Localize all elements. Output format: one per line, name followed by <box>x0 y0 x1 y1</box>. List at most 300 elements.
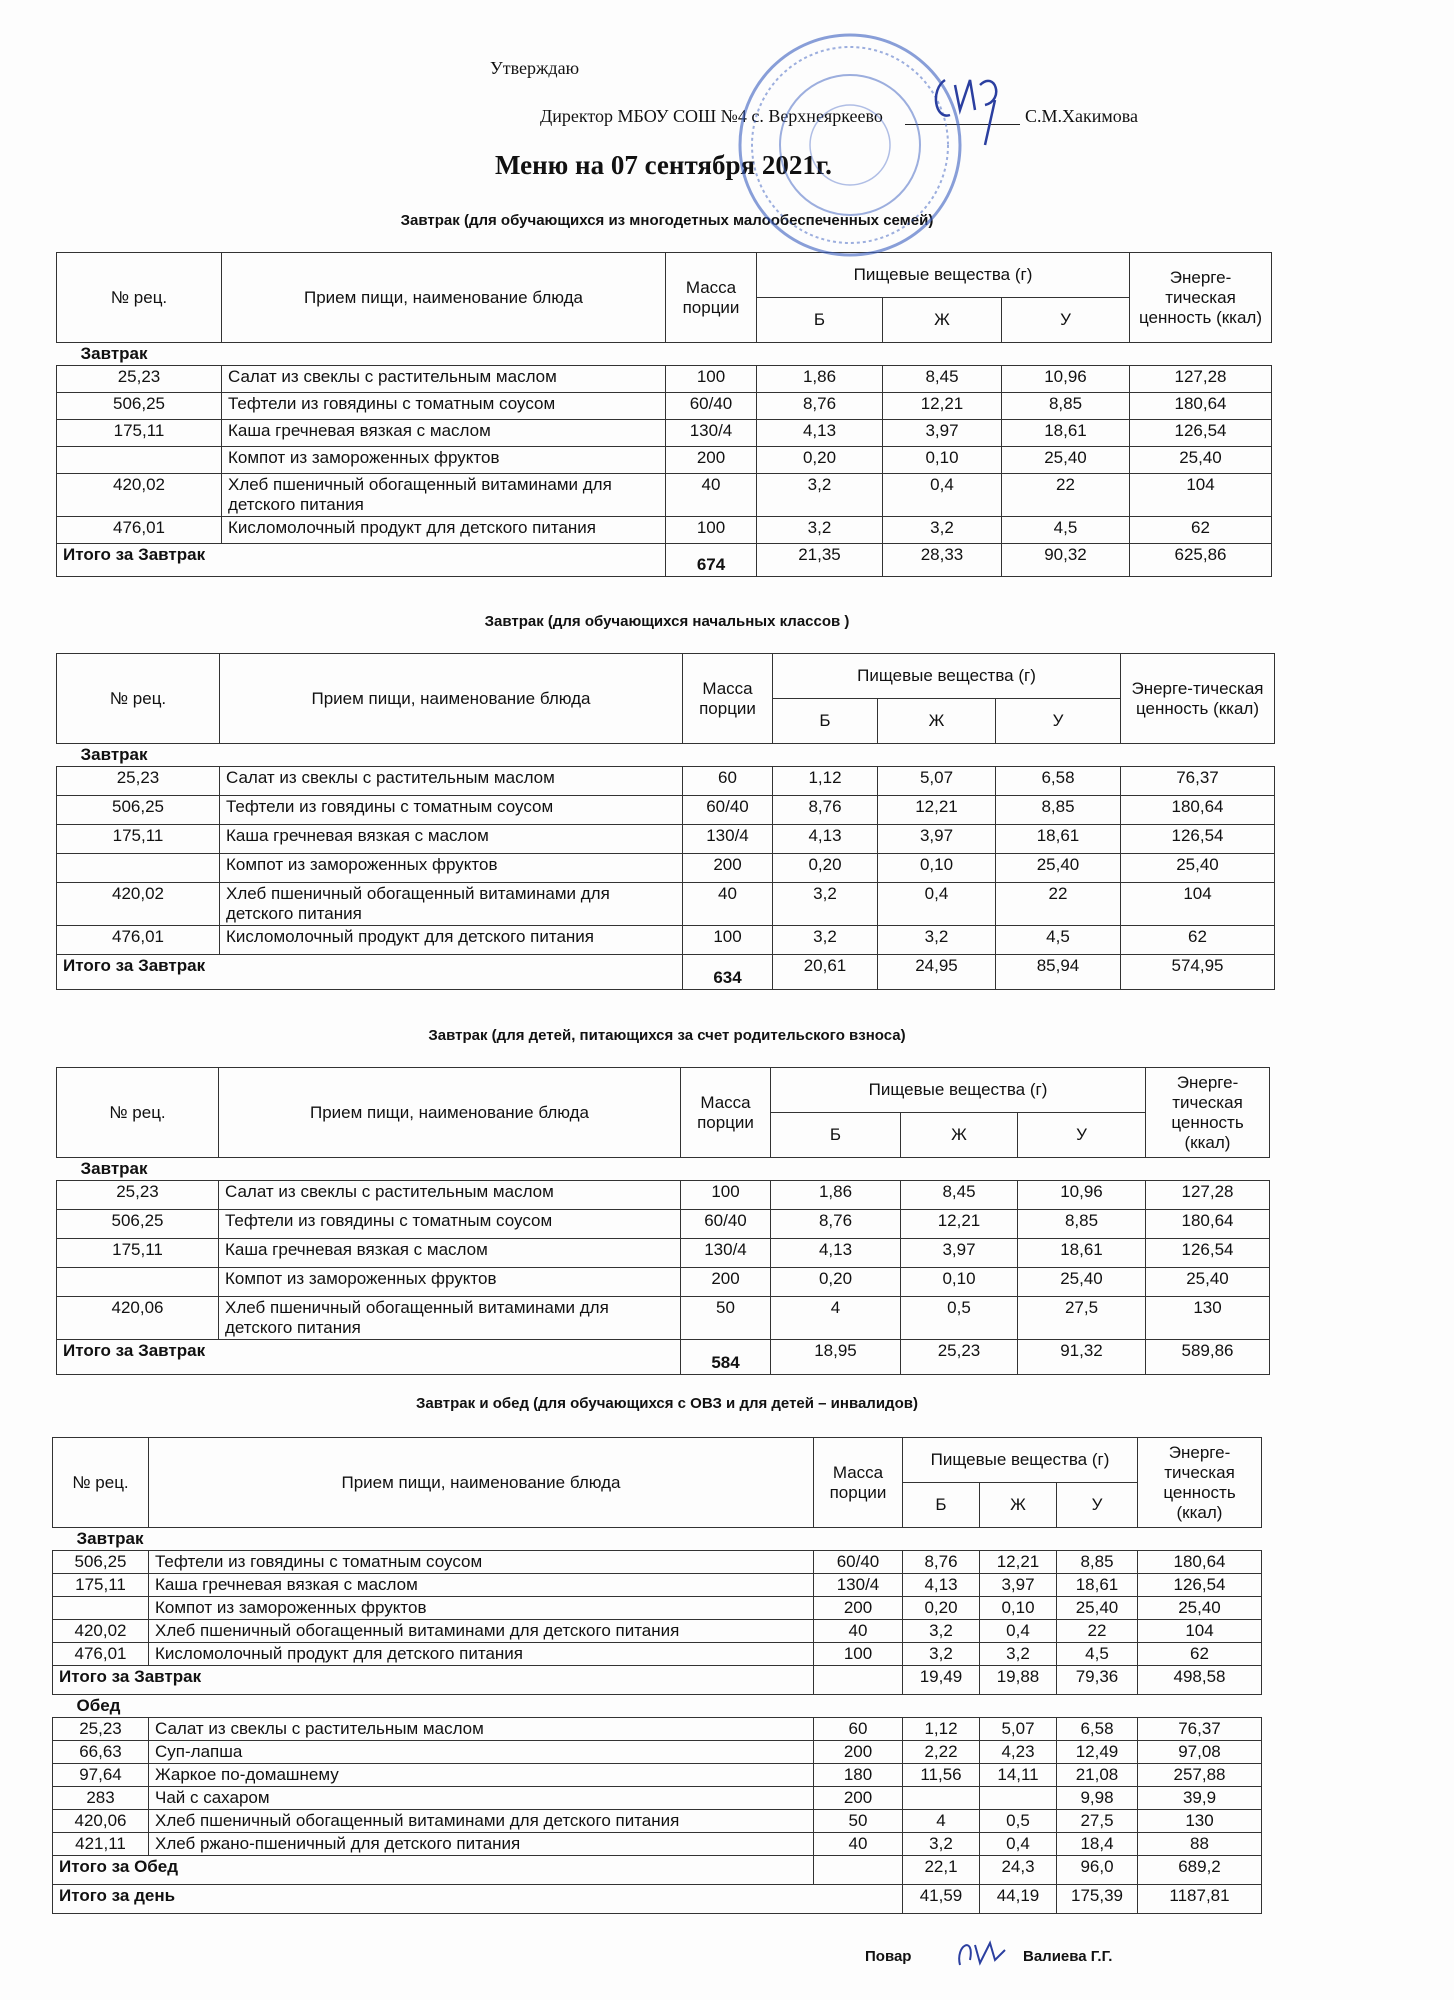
fat: 3,97 <box>980 1574 1057 1597</box>
carbs: 18,61 <box>1002 420 1130 447</box>
col-mass-header: Масса порции <box>683 654 773 744</box>
section-title: Завтрак <box>57 1158 1270 1181</box>
carbs: 18,4 <box>1057 1833 1138 1856</box>
recipe-number: 175,11 <box>53 1574 149 1597</box>
recipe-number: 25,23 <box>53 1718 149 1741</box>
protein: 3,2 <box>773 883 878 926</box>
energy: 126,54 <box>1121 825 1275 854</box>
director-title: Директор МБОУ СОШ №4 с. Верхнеяркеево <box>540 106 883 126</box>
carbs: 9,98 <box>1057 1787 1138 1810</box>
dish-name: Чай с сахаром <box>149 1787 814 1810</box>
col-nutrients-header: Пищевые вещества (г) <box>771 1068 1146 1113</box>
table-row <box>53 1620 1262 1643</box>
energy: 76,37 <box>1138 1718 1262 1741</box>
header-row <box>57 253 1272 298</box>
table-row <box>53 1764 1262 1787</box>
day-total-label: Итого за день <box>53 1885 903 1914</box>
recipe-number: 506,25 <box>57 796 220 825</box>
header-row <box>57 1068 1270 1113</box>
col-zh-header: Ж <box>901 1113 1018 1158</box>
carbs: 27,5 <box>1018 1297 1146 1340</box>
fat <box>980 1787 1057 1810</box>
carbs: 18,61 <box>996 825 1121 854</box>
col-b-header: Б <box>771 1113 901 1158</box>
total-mass: 634 <box>683 955 773 990</box>
recipe-number: 25,23 <box>57 366 222 393</box>
table-row <box>53 1741 1262 1764</box>
protein: 1,86 <box>757 366 883 393</box>
recipe-number: 506,25 <box>57 393 222 420</box>
protein: 3,2 <box>773 926 878 955</box>
recipe-number: 506,25 <box>57 1210 219 1239</box>
portion-mass: 200 <box>683 854 773 883</box>
fat: 0,4 <box>980 1833 1057 1856</box>
col-zh-header: Ж <box>878 699 996 744</box>
portion-mass: 60/40 <box>814 1551 903 1574</box>
dish-name: Салат из свеклы с растительным маслом <box>219 1181 681 1210</box>
dish-name: Каша гречневая вязкая с маслом <box>220 825 683 854</box>
carbs: 25,40 <box>1057 1597 1138 1620</box>
recipe-number <box>57 1268 219 1297</box>
fat: 0,10 <box>883 447 1002 474</box>
col-b-header: Б <box>903 1483 980 1528</box>
portion-mass: 200 <box>814 1787 903 1810</box>
total-e: 625,86 <box>1130 544 1272 577</box>
cook-label: Повар <box>865 1948 912 1965</box>
col-zh-header: Ж <box>980 1483 1057 1528</box>
total-e: 498,58 <box>1138 1666 1262 1695</box>
day-total-b: 41,59 <box>903 1885 980 1914</box>
cook-signature-icon <box>950 1925 1010 1975</box>
portion-mass: 60 <box>683 767 773 796</box>
protein: 1,86 <box>771 1181 901 1210</box>
menu-table <box>52 1437 1262 1914</box>
protein: 1,12 <box>773 767 878 796</box>
protein: 8,76 <box>771 1210 901 1239</box>
table-row <box>53 1718 1262 1741</box>
portion-mass: 100 <box>666 517 757 544</box>
recipe-number <box>57 854 220 883</box>
dish-name: Хлеб пшеничный обогащенный витаминами для детского питания <box>149 1810 814 1833</box>
fat: 3,97 <box>883 420 1002 447</box>
total-row <box>57 955 1275 990</box>
total-row <box>53 1666 1262 1695</box>
total-b: 21,35 <box>757 544 883 577</box>
table-row <box>57 1181 1270 1210</box>
recipe-number: 420,02 <box>57 883 220 926</box>
dish-name: Каша гречневая вязкая с маслом <box>149 1574 814 1597</box>
protein: 0,20 <box>771 1268 901 1297</box>
dish-name: Хлеб пшеничный обогащенный витаминами для детского питания <box>220 883 683 926</box>
director-signature-icon <box>925 60 1025 150</box>
carbs: 18,61 <box>1057 1574 1138 1597</box>
carbs: 21,08 <box>1057 1764 1138 1787</box>
dish-name: Салат из свеклы с растительным маслом <box>149 1718 814 1741</box>
dish-name: Салат из свеклы с растительным маслом <box>220 767 683 796</box>
carbs: 4,5 <box>996 926 1121 955</box>
protein: 3,2 <box>903 1620 980 1643</box>
energy: 97,08 <box>1138 1741 1262 1764</box>
col-num-header: № рец. <box>57 253 222 343</box>
fat: 8,45 <box>883 366 1002 393</box>
fat: 0,5 <box>901 1297 1018 1340</box>
fat: 0,5 <box>980 1810 1057 1833</box>
carbs: 6,58 <box>996 767 1121 796</box>
fat: 14,11 <box>980 1764 1057 1787</box>
portion-mass: 50 <box>814 1810 903 1833</box>
total-e: 589,86 <box>1146 1340 1270 1375</box>
col-b-header: Б <box>757 298 883 343</box>
menu-table <box>56 653 1275 990</box>
col-u-header: У <box>1002 298 1130 343</box>
carbs: 12,49 <box>1057 1741 1138 1764</box>
total-mass <box>814 1666 903 1695</box>
total-u: 96,0 <box>1057 1856 1138 1885</box>
col-energy-header: Энерге-тическая ценность (ккал) <box>1121 654 1275 744</box>
table-row <box>57 926 1275 955</box>
total-zh: 28,33 <box>883 544 1002 577</box>
protein: 2,22 <box>903 1741 980 1764</box>
table-caption: Завтрак (для обучающихся из многодетных малообеспеченных семей) <box>400 212 934 229</box>
portion-mass: 130/4 <box>814 1574 903 1597</box>
energy: 104 <box>1130 474 1272 517</box>
col-b-header: Б <box>773 699 878 744</box>
section-row <box>57 343 1272 366</box>
portion-mass: 40 <box>814 1833 903 1856</box>
col-num-header: № рец. <box>53 1438 149 1528</box>
protein: 3,2 <box>757 474 883 517</box>
fat: 5,07 <box>980 1718 1057 1741</box>
energy: 62 <box>1138 1643 1262 1666</box>
recipe-number: 175,11 <box>57 1239 219 1268</box>
total-zh: 24,3 <box>980 1856 1057 1885</box>
total-row <box>57 544 1272 577</box>
carbs: 8,85 <box>996 796 1121 825</box>
fat: 0,10 <box>901 1268 1018 1297</box>
table-caption: Завтрак (для детей, питающихся за счет родительского взноса) <box>428 1027 906 1044</box>
energy: 180,64 <box>1121 796 1275 825</box>
energy: 25,40 <box>1138 1597 1262 1620</box>
total-row <box>57 1340 1270 1375</box>
fat: 8,45 <box>901 1181 1018 1210</box>
portion-mass: 180 <box>814 1764 903 1787</box>
col-num-header: № рец. <box>57 654 220 744</box>
protein: 0,20 <box>903 1597 980 1620</box>
portion-mass: 100 <box>666 366 757 393</box>
portion-mass: 130/4 <box>683 825 773 854</box>
energy: 104 <box>1138 1620 1262 1643</box>
header-row <box>53 1438 1262 1483</box>
header-row <box>57 654 1275 699</box>
protein: 4,13 <box>771 1239 901 1268</box>
fat: 5,07 <box>878 767 996 796</box>
protein: 4 <box>903 1810 980 1833</box>
col-energy-header: Энерге-тическая ценность (ккал) <box>1130 253 1272 343</box>
portion-mass: 100 <box>814 1643 903 1666</box>
total-mass: 584 <box>681 1340 771 1375</box>
col-name-header: Прием пищи, наименование блюда <box>220 654 683 744</box>
table-row <box>53 1787 1262 1810</box>
total-u: 91,32 <box>1018 1340 1146 1375</box>
portion-mass: 40 <box>666 474 757 517</box>
total-mass: 674 <box>666 544 757 577</box>
portion-mass: 200 <box>666 447 757 474</box>
table-row <box>57 517 1272 544</box>
col-u-header: У <box>1018 1113 1146 1158</box>
table-row <box>57 474 1272 517</box>
dish-name: Салат из свеклы с растительным маслом <box>222 366 666 393</box>
table-row <box>57 825 1275 854</box>
col-u-header: У <box>996 699 1121 744</box>
dish-name: Компот из замороженных фруктов <box>222 447 666 474</box>
carbs: 8,85 <box>1002 393 1130 420</box>
energy: 180,64 <box>1138 1551 1262 1574</box>
portion-mass: 200 <box>814 1597 903 1620</box>
page-title: Меню на 07 сентября 2021г. <box>495 150 832 180</box>
table-row <box>53 1597 1262 1620</box>
menu-table <box>56 1067 1270 1375</box>
carbs: 4,5 <box>1057 1643 1138 1666</box>
protein: 1,12 <box>903 1718 980 1741</box>
fat: 12,21 <box>901 1210 1018 1239</box>
protein: 3,2 <box>903 1643 980 1666</box>
energy: 126,54 <box>1130 420 1272 447</box>
energy: 25,40 <box>1121 854 1275 883</box>
energy: 88 <box>1138 1833 1262 1856</box>
recipe-number: 421,11 <box>53 1833 149 1856</box>
col-nutrients-header: Пищевые вещества (г) <box>903 1438 1138 1483</box>
fat: 3,2 <box>883 517 1002 544</box>
carbs: 25,40 <box>1018 1268 1146 1297</box>
table-row <box>57 366 1272 393</box>
table-row <box>53 1810 1262 1833</box>
energy: 127,28 <box>1146 1181 1270 1210</box>
menu-table <box>56 252 1272 577</box>
section-row <box>53 1695 1262 1718</box>
energy: 25,40 <box>1130 447 1272 474</box>
protein: 8,76 <box>903 1551 980 1574</box>
fat: 0,4 <box>878 883 996 926</box>
col-u-header: У <box>1057 1483 1138 1528</box>
section-title: Завтрак <box>57 343 1272 366</box>
dish-name: Компот из замороженных фруктов <box>149 1597 814 1620</box>
portion-mass: 200 <box>814 1741 903 1764</box>
table-row <box>53 1551 1262 1574</box>
carbs: 25,40 <box>1002 447 1130 474</box>
protein: 8,76 <box>757 393 883 420</box>
table-row <box>53 1574 1262 1597</box>
fat: 12,21 <box>883 393 1002 420</box>
table-row <box>53 1833 1262 1856</box>
dish-name: Хлеб пшеничный обогащенный витаминами для детского питания <box>219 1297 681 1340</box>
protein: 4 <box>771 1297 901 1340</box>
energy: 126,54 <box>1146 1239 1270 1268</box>
fat: 12,21 <box>980 1551 1057 1574</box>
recipe-number: 420,02 <box>57 474 222 517</box>
fat: 3,2 <box>980 1643 1057 1666</box>
dish-name: Тефтели из говядины с томатным соусом <box>149 1551 814 1574</box>
col-name-header: Прием пищи, наименование блюда <box>149 1438 814 1528</box>
col-mass-header: Масса порции <box>666 253 757 343</box>
energy: 130 <box>1146 1297 1270 1340</box>
portion-mass: 130/4 <box>681 1239 771 1268</box>
recipe-number: 175,11 <box>57 825 220 854</box>
dish-name: Тефтели из говядины с томатным соусом <box>219 1210 681 1239</box>
table-row <box>57 447 1272 474</box>
total-label: Итого за Завтрак <box>57 955 683 990</box>
carbs: 22 <box>1002 474 1130 517</box>
carbs: 8,85 <box>1018 1210 1146 1239</box>
approval-label: Утверждаю <box>490 58 580 78</box>
fat: 3,2 <box>878 926 996 955</box>
total-zh: 24,95 <box>878 955 996 990</box>
col-energy-header: Энерге-тическая ценность (ккал) <box>1146 1068 1270 1158</box>
table-caption: Завтрак и обед (для обучающихся с ОВЗ и для детей – инвалидов) <box>416 1395 918 1412</box>
protein: 8,76 <box>773 796 878 825</box>
recipe-number: 97,64 <box>53 1764 149 1787</box>
total-u: 90,32 <box>1002 544 1130 577</box>
dish-name: Тефтели из говядины с томатным соусом <box>220 796 683 825</box>
portion-mass: 130/4 <box>666 420 757 447</box>
dish-name: Кисломолочный продукт для детского питания <box>220 926 683 955</box>
carbs: 10,96 <box>1018 1181 1146 1210</box>
carbs: 8,85 <box>1057 1551 1138 1574</box>
recipe-number: 420,06 <box>53 1810 149 1833</box>
energy: 104 <box>1121 883 1275 926</box>
table-row <box>53 1643 1262 1666</box>
dish-name: Компот из замороженных фруктов <box>220 854 683 883</box>
table-row <box>57 1268 1270 1297</box>
recipe-number: 283 <box>53 1787 149 1810</box>
fat: 12,21 <box>878 796 996 825</box>
fat: 0,10 <box>878 854 996 883</box>
portion-mass: 40 <box>683 883 773 926</box>
energy: 76,37 <box>1121 767 1275 796</box>
section-title: Завтрак <box>57 744 1275 767</box>
fat: 4,23 <box>980 1741 1057 1764</box>
recipe-number: 420,02 <box>53 1620 149 1643</box>
table-row <box>57 854 1275 883</box>
carbs: 18,61 <box>1018 1239 1146 1268</box>
recipe-number: 476,01 <box>57 517 222 544</box>
portion-mass: 60 <box>814 1718 903 1741</box>
table-row <box>57 420 1272 447</box>
dish-name: Кисломолочный продукт для детского питания <box>222 517 666 544</box>
energy: 126,54 <box>1138 1574 1262 1597</box>
table-row <box>57 883 1275 926</box>
recipe-number: 506,25 <box>53 1551 149 1574</box>
carbs: 27,5 <box>1057 1810 1138 1833</box>
total-label: Итого за Завтрак <box>57 544 666 577</box>
section-row <box>53 1528 1262 1551</box>
dish-name: Жаркое по-домашнему <box>149 1764 814 1787</box>
fat: 0,4 <box>980 1620 1057 1643</box>
dish-name: Тефтели из говядины с томатным соусом <box>222 393 666 420</box>
portion-mass: 60/40 <box>681 1210 771 1239</box>
dish-name: Кисломолочный продукт для детского питания <box>149 1643 814 1666</box>
protein: 3,2 <box>757 517 883 544</box>
recipe-number: 25,23 <box>57 1181 219 1210</box>
total-zh: 19,88 <box>980 1666 1057 1695</box>
energy: 180,64 <box>1130 393 1272 420</box>
col-num-header: № рец. <box>57 1068 219 1158</box>
col-nutrients-header: Пищевые вещества (г) <box>773 654 1121 699</box>
energy: 39,9 <box>1138 1787 1262 1810</box>
recipe-number: 175,11 <box>57 420 222 447</box>
recipe-number <box>53 1597 149 1620</box>
section-row <box>57 744 1275 767</box>
dish-name: Компот из замороженных фруктов <box>219 1268 681 1297</box>
protein: 4,13 <box>773 825 878 854</box>
portion-mass: 100 <box>683 926 773 955</box>
dish-name: Каша гречневая вязкая с маслом <box>222 420 666 447</box>
fat: 3,97 <box>901 1239 1018 1268</box>
table-row <box>57 1297 1270 1340</box>
col-nutrients-header: Пищевые вещества (г) <box>757 253 1130 298</box>
total-b: 22,1 <box>903 1856 980 1885</box>
section-row <box>57 1158 1270 1181</box>
portion-mass: 40 <box>814 1620 903 1643</box>
table-row <box>57 767 1275 796</box>
protein: 3,2 <box>903 1833 980 1856</box>
fat: 0,10 <box>980 1597 1057 1620</box>
protein: 4,13 <box>757 420 883 447</box>
table-row <box>57 1210 1270 1239</box>
energy: 25,40 <box>1146 1268 1270 1297</box>
protein: 0,20 <box>757 447 883 474</box>
portion-mass: 60/40 <box>683 796 773 825</box>
total-label: Итого за Обед <box>53 1856 814 1885</box>
portion-mass: 60/40 <box>666 393 757 420</box>
energy: 180,64 <box>1146 1210 1270 1239</box>
fat: 3,97 <box>878 825 996 854</box>
total-b: 18,95 <box>771 1340 901 1375</box>
energy: 62 <box>1130 517 1272 544</box>
table-row <box>57 796 1275 825</box>
recipe-number: 476,01 <box>57 926 220 955</box>
table-caption: Завтрак (для обучающихся начальных классов ) <box>484 613 850 630</box>
day-total-u: 175,39 <box>1057 1885 1138 1914</box>
protein <box>903 1787 980 1810</box>
fat: 0,4 <box>883 474 1002 517</box>
dish-name: Хлеб пшеничный обогащенный витаминами для детского питания <box>149 1620 814 1643</box>
energy: 62 <box>1121 926 1275 955</box>
total-b: 20,61 <box>773 955 878 990</box>
total-row <box>53 1856 1262 1885</box>
director-name: С.М.Хакимова <box>1025 106 1139 126</box>
total-u: 85,94 <box>996 955 1121 990</box>
recipe-number: 420,06 <box>57 1297 219 1340</box>
col-name-header: Прием пищи, наименование блюда <box>222 253 666 343</box>
col-energy-header: Энерге-тическая ценность (ккал) <box>1138 1438 1262 1528</box>
protein: 4,13 <box>903 1574 980 1597</box>
carbs: 6,58 <box>1057 1718 1138 1741</box>
cook-name: Валиева Г.Г. <box>1023 1948 1113 1965</box>
total-mass <box>814 1856 903 1885</box>
col-mass-header: Масса порции <box>681 1068 771 1158</box>
carbs: 10,96 <box>1002 366 1130 393</box>
portion-mass: 100 <box>681 1181 771 1210</box>
day-total-zh: 44,19 <box>980 1885 1057 1914</box>
day-total-row <box>53 1885 1262 1914</box>
table-row <box>57 1239 1270 1268</box>
recipe-number: 66,63 <box>53 1741 149 1764</box>
signature-line <box>905 124 1020 125</box>
carbs: 4,5 <box>1002 517 1130 544</box>
day-total-e: 1187,81 <box>1138 1885 1262 1914</box>
energy: 127,28 <box>1130 366 1272 393</box>
table-row <box>57 393 1272 420</box>
